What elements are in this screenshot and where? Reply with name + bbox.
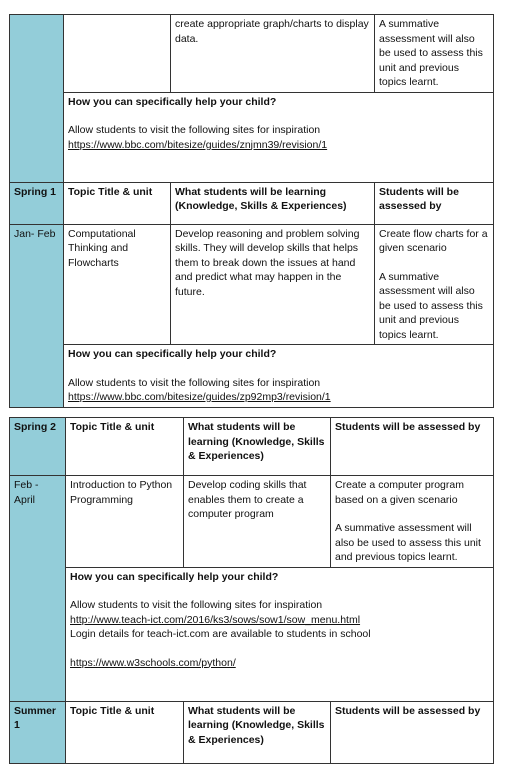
assessed-header: Students will be assessed by — [331, 701, 494, 763]
assessed-cell: A summative assessment will also be used to assess this unit and previous topics learnt. — [375, 15, 494, 93]
topic-title: Introduction to Python Programming — [66, 476, 184, 568]
topic-header: Topic Title & unit — [66, 418, 184, 476]
help-heading: How you can specifically help your child? — [68, 348, 277, 360]
curriculum-table-spring1 — [9, 14, 494, 408]
term-label: Summer 1 — [10, 701, 66, 763]
term-label: Spring 2 — [10, 418, 66, 476]
learning-cell: create appropriate graph/charts to display data. — [171, 15, 375, 93]
login-note: Login details for teach-ict.com are available to students in school — [70, 628, 371, 640]
topic-title: Computational Thinking and Flowcharts — [64, 224, 171, 345]
help-heading: How you can specifically help your child? — [68, 95, 277, 108]
curriculum-table-spring2 — [9, 417, 494, 764]
topic-header: Topic Title & unit — [66, 701, 184, 763]
learning-header: What students will be learning (Knowledge, Skills & Experiences) — [171, 182, 375, 224]
assessed-header: Students will be assessed by — [331, 418, 494, 476]
assessment-description: Create flow charts for a given scenario A summative assessment will also be used to assess this unit and previous topics learnt. — [375, 224, 494, 345]
term-label: Spring 1 — [10, 182, 64, 224]
learning-header: What students will be learning (Knowledge, Skills & Experiences) — [184, 701, 331, 763]
teach-ict-link[interactable]: http://www.teach-ict.com/2016/ks3/sows/sow1/sow_menu.html — [70, 613, 361, 626]
help-section — [64, 92, 494, 182]
help-intro: Allow students to visit the following sites for inspiration — [68, 124, 321, 136]
term-dates: Feb - April — [10, 476, 66, 702]
assessed-header: Students will be assessed by — [375, 182, 494, 224]
topic-header: Topic Title & unit — [64, 182, 171, 224]
learning-header: What students will be learning (Knowledge, Skills & Experiences) — [184, 418, 331, 476]
term-cell — [10, 15, 64, 183]
bbc-bitesize-link[interactable]: https://www.bbc.com/bitesize/guides/znjmn39/revision/1 — [68, 138, 328, 151]
help-intro: Allow students to visit the following sites for inspiration — [70, 599, 323, 611]
help-intro: Allow students to visit the following sites for inspiration — [68, 376, 321, 389]
w3schools-link[interactable]: https://www.w3schools.com/python/ — [70, 656, 236, 669]
term-dates: Jan- Feb — [10, 224, 64, 407]
help-section — [64, 345, 494, 408]
assessment-description: Create a computer program based on a given scenario A summative assessment will also be used to assess this unit and previous topics learnt. — [331, 476, 494, 568]
learning-description: Develop reasoning and problem solving skills. They will develop skills that helps them to break down the issues at hand and predict what may happen in the future. — [171, 224, 375, 345]
help-heading: How you can specifically help your child? — [70, 570, 279, 583]
bbc-bitesize-link[interactable]: https://www.bbc.com/bitesize/guides/zp92mp3/revision/1 — [68, 391, 331, 403]
help-section — [66, 567, 494, 701]
topic-cell — [64, 15, 171, 93]
learning-description: Develop coding skills that enables them to create a computer program — [184, 476, 331, 568]
